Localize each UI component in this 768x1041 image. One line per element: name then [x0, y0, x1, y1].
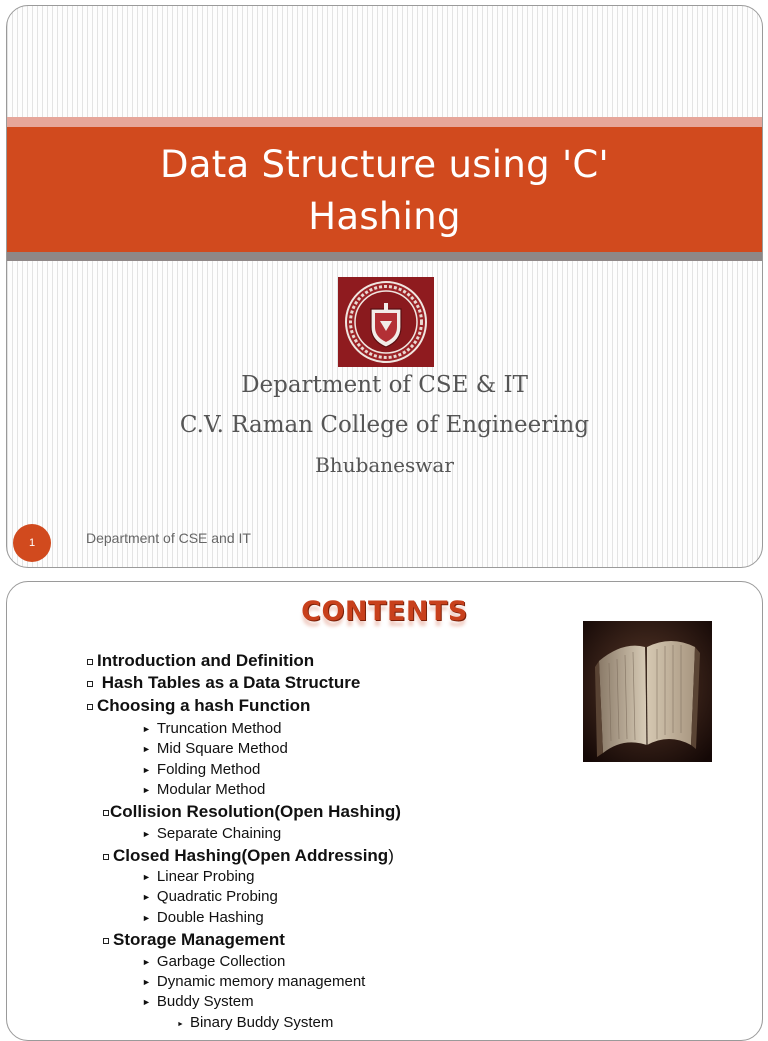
square-bullet-icon — [87, 659, 93, 665]
list-item: ► Modular Method — [142, 781, 266, 798]
list-item: Hash Tables as a Data Structure — [87, 673, 360, 693]
list-item: ► Quadratic Probing — [142, 888, 278, 905]
college-seal-icon — [338, 277, 434, 367]
list-item: Choosing a hash Function — [87, 696, 310, 716]
slide-title-line-2: Hashing — [308, 195, 461, 238]
arrow-bullet-icon: ► — [142, 829, 151, 839]
list-item: ► Binary Buddy System — [177, 1014, 334, 1031]
college-name-text: C.V. Raman College of Engineering — [179, 412, 590, 438]
square-bullet-icon — [87, 704, 93, 710]
list-item: ► Dynamic memory management — [142, 973, 366, 990]
list-item: ► Double Hashing — [142, 909, 264, 926]
arrow-bullet-icon: ► — [177, 1021, 184, 1028]
arrow-bullet-icon: ► — [142, 785, 151, 795]
college-logo — [338, 277, 434, 367]
list-item: ► Linear Probing — [142, 868, 255, 885]
square-bullet-icon — [103, 938, 109, 944]
contents-heading: CONTENTS — [301, 596, 468, 627]
slide-number-badge: 1 — [13, 524, 51, 562]
list-item: ► Folding Method — [142, 761, 261, 778]
contents-list — [7, 582, 763, 1041]
department-text: Department of CSE & IT — [241, 372, 528, 398]
title-band-top — [7, 117, 762, 127]
arrow-bullet-icon: ► — [142, 913, 151, 923]
city-text: Bhubaneswar — [315, 453, 454, 477]
arrow-bullet-icon: ► — [142, 765, 151, 775]
list-item: ► Truncation Method — [142, 720, 282, 737]
arrow-bullet-icon: ► — [142, 997, 151, 1007]
list-item: ► Separate Chaining — [142, 825, 282, 842]
arrow-bullet-icon: ► — [142, 892, 151, 902]
arrow-bullet-icon: ► — [142, 872, 151, 882]
arrow-bullet-icon: ► — [142, 724, 151, 734]
list-item: Closed Hashing(Open Addressing) — [103, 846, 394, 866]
list-item: ► Garbage Collection — [142, 953, 286, 970]
list-item: Collision Resolution(Open Hashing) — [103, 802, 401, 822]
list-item: ► Buddy System — [142, 993, 254, 1010]
list-item: Introduction and Definition — [87, 651, 314, 671]
slide-title-line-1: Data Structure using 'C' — [159, 143, 610, 186]
list-item: ► Mid Square Method — [142, 740, 288, 757]
contents-slide — [6, 581, 763, 1041]
slide-footer: Department of CSE and IT — [86, 530, 251, 546]
list-item: Storage Management — [103, 930, 285, 950]
title-slide — [6, 5, 763, 568]
arrow-bullet-icon: ► — [142, 977, 151, 987]
square-bullet-icon — [87, 681, 93, 687]
title-band-bottom — [7, 252, 762, 261]
arrow-bullet-icon: ► — [142, 744, 151, 754]
square-bullet-icon — [103, 810, 109, 816]
square-bullet-icon — [103, 854, 109, 860]
arrow-bullet-icon: ► — [142, 957, 151, 967]
